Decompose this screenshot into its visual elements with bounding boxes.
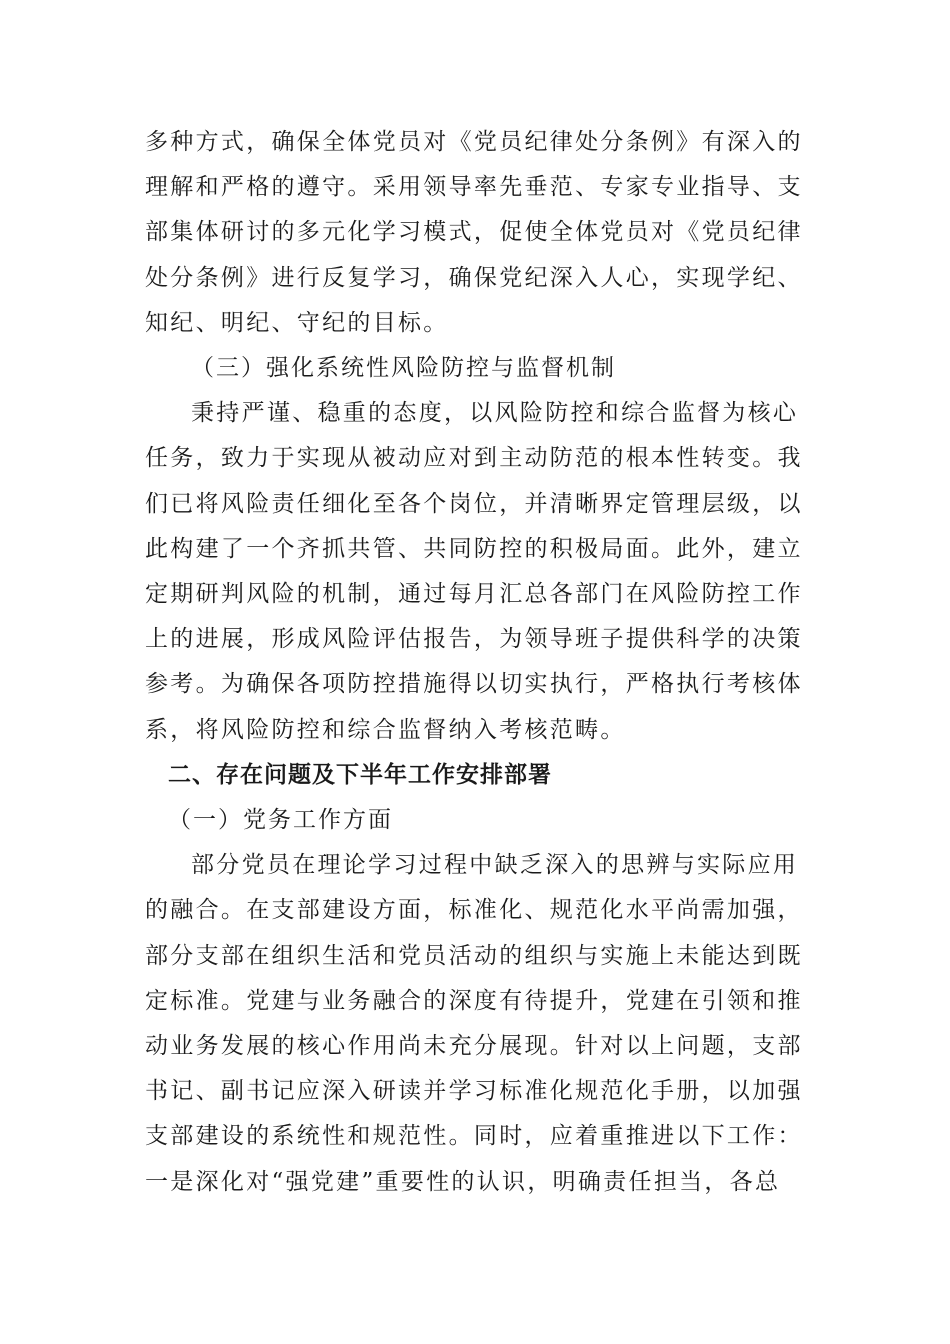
paragraph-risk-control: 秉持严谨、稳重的态度，以风险防控和综合监督为核心 任务，致力于实现从被动应对到主动防范的根本性转变。我 们已将风险责任细化至各个岗位，并清晰界定管理层级，以 此构建了一个齐抓共管、共同防控的积极局面。此外，建立 定期研判风险的机制，通过每月汇总各部门在风险防控工作 上的进展，形成风险评估报告，为领导班子提供科学的决策 参考。为确保各项防控措施得以切实执行，严格执行考核体 系，将风险防控和综合监督纳入考核范畴。 <box>145 400 803 743</box>
paragraph-study-methods: 多种方式，确保全体党员对《党员纪律处分条例》有深入的 理解和严格的遵守。采用领导率先垂范、专家专业指导、支 部集体研讨的多元化学习模式，促使全体党员对《党员纪律 处分条例》进行反复学习，确保党纪深入人心，实现学纪、 知纪、明纪、守纪的目标。 <box>145 129 803 336</box>
document-page <box>145 120 807 1205</box>
heading-problems-and-plan: 二、存在问题及下半年工作安排部署 <box>168 761 552 788</box>
heading-party-affairs: （一）党务工作方面 <box>168 807 393 834</box>
paragraph-party-affairs: 部分党员在理论学习过程中缺乏深入的思辨与实际应用 的融合。在支部建设方面，标准化、规范化水平尚需加强， 部分支部在组织生活和党员活动的组织与实施上未能达到既 定标准。党建与业务融合的深度有待提升，党建在引领和推 动业务发展的核心作用尚未充分展现。针对以上问题，支部 书记、副书记应深入研读并学习标准化规范化手册，以加强 支部建设的系统性和规范性。同时，应着重推进以下工作： 一是深化对“强党建”重要性的认识，明确责任担当，各总 <box>145 852 803 1195</box>
heading-risk-control: （三）强化系统性风险防控与监督机制 <box>191 355 616 382</box>
